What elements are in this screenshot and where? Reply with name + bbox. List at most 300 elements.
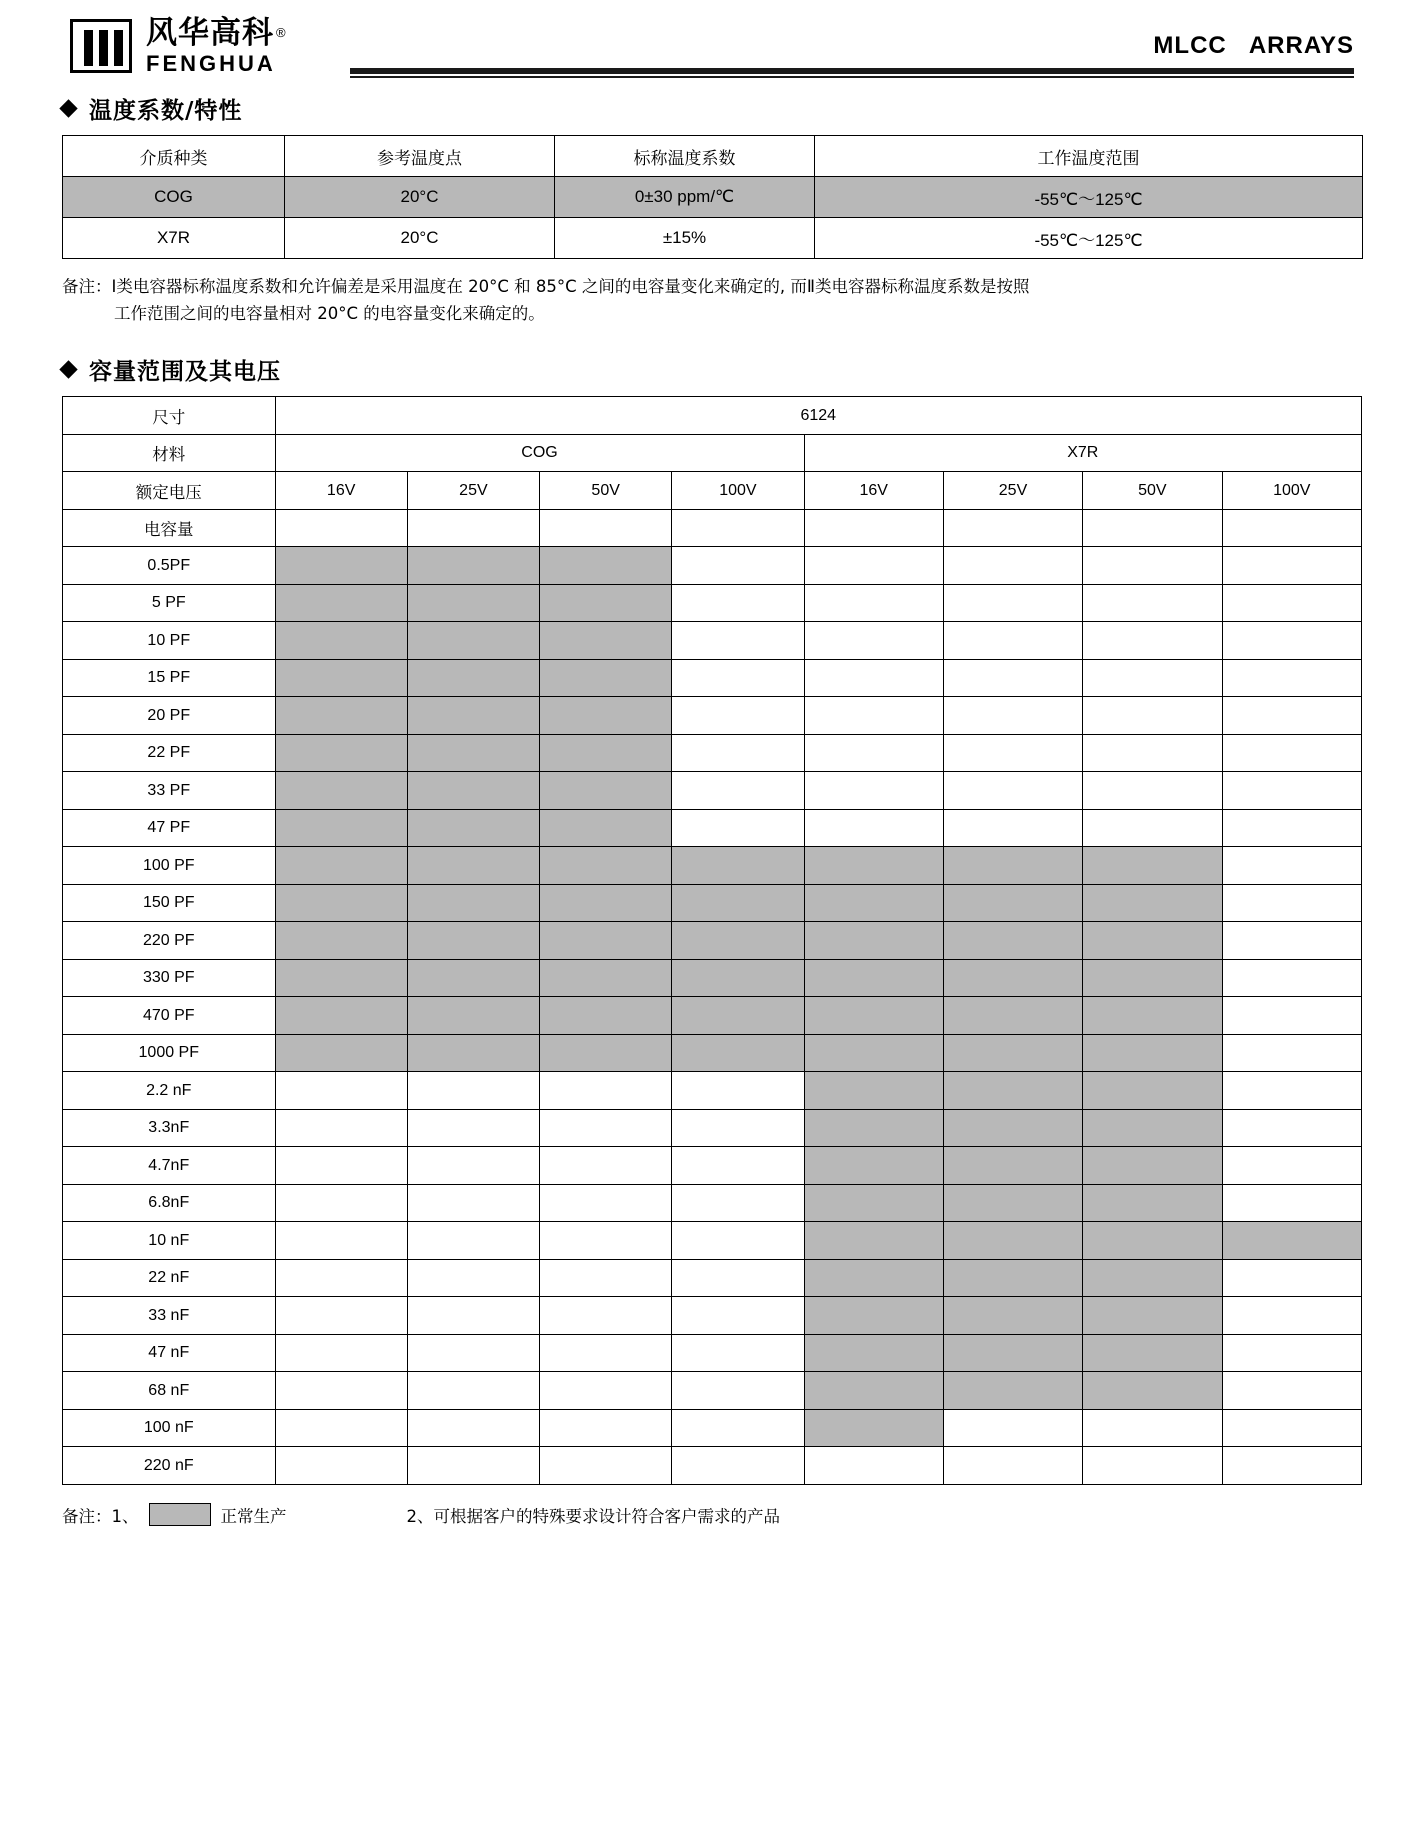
availability-cell-off <box>1083 584 1222 622</box>
availability-cell-off <box>943 659 1082 697</box>
section-heading-capacitance <box>62 353 1424 386</box>
capacitance-row <box>63 1259 1362 1297</box>
note-line-2: 工作范围之间的电容量相对 20°C 的电容量变化来确定的。 <box>114 304 545 324</box>
availability-cell-off <box>943 622 1082 660</box>
availability-cell-on <box>407 584 539 622</box>
capacitance-row <box>63 772 1362 810</box>
availability-cell-off <box>1222 1447 1361 1485</box>
availability-cell-off <box>943 697 1082 735</box>
availability-cell-on <box>804 1259 943 1297</box>
capacitance-row <box>63 997 1362 1035</box>
availability-cell-off <box>1222 772 1361 810</box>
availability-cell-on <box>1083 1109 1222 1147</box>
availability-cell-on <box>407 1034 539 1072</box>
availability-cell-off <box>672 809 804 847</box>
brand-text <box>146 17 286 75</box>
availability-cell-on <box>540 734 672 772</box>
empty-cell <box>1222 509 1361 547</box>
brand-name-cn: 风华高科 <box>146 15 274 52</box>
availability-cell-on <box>1083 997 1222 1035</box>
page-header <box>0 0 1424 92</box>
availability-cell-on <box>672 847 804 885</box>
availability-cell-off <box>275 1297 407 1335</box>
availability-cell-on <box>407 622 539 660</box>
availability-cell-on <box>1083 1297 1222 1335</box>
availability-cell-on <box>804 1372 943 1410</box>
table-cell: -55℃～125℃ <box>815 218 1363 259</box>
registered-mark: ® <box>276 24 286 40</box>
availability-cell-on <box>407 734 539 772</box>
availability-cell-on <box>804 959 943 997</box>
availability-cell-off <box>1083 697 1222 735</box>
material-row <box>63 434 1362 472</box>
column-header: 工作温度范围 <box>815 136 1363 177</box>
availability-cell-on <box>943 1109 1082 1147</box>
availability-cell-off <box>540 1184 672 1222</box>
availability-cell-off <box>804 734 943 772</box>
capacitance-row <box>63 547 1362 585</box>
availability-cell-on <box>804 1334 943 1372</box>
voltage-header: 100V <box>1222 472 1361 510</box>
availability-cell-off <box>407 1222 539 1260</box>
column-header: 参考温度点 <box>285 136 555 177</box>
capacitance-label: 100 PF <box>63 847 276 885</box>
capacitance-row <box>63 1297 1362 1335</box>
availability-cell-off <box>275 1109 407 1147</box>
capacitance-label: 68 nF <box>63 1372 276 1410</box>
availability-cell-off <box>1222 1259 1361 1297</box>
availability-cell-on <box>540 697 672 735</box>
availability-cell-off <box>540 1447 672 1485</box>
availability-cell-on <box>407 697 539 735</box>
availability-cell-on <box>1083 959 1222 997</box>
section2-title: 容量范围及其电压 <box>89 359 281 386</box>
availability-cell-on <box>275 997 407 1035</box>
capacitance-label: 150 PF <box>63 884 276 922</box>
capacitance-footnote <box>62 1503 1362 1527</box>
capacitance-row <box>63 1034 1362 1072</box>
availability-cell-on <box>804 1222 943 1260</box>
footnote-legend-label: 正常生产 <box>220 1506 287 1526</box>
section1-title: 温度系数/特性 <box>89 98 243 124</box>
availability-cell-on <box>275 734 407 772</box>
capacitance-label: 22 nF <box>63 1259 276 1297</box>
capacitance-label: 470 PF <box>63 997 276 1035</box>
availability-cell-off <box>1222 1184 1361 1222</box>
availability-cell-on <box>943 1334 1082 1372</box>
availability-cell-off <box>672 1222 804 1260</box>
capacitance-label: 6.8nF <box>63 1184 276 1222</box>
availability-cell-off <box>672 1409 804 1447</box>
availability-cell-on <box>407 959 539 997</box>
footnote-prefix: 备注：1、 <box>62 1506 139 1526</box>
availability-cell-off <box>1222 922 1361 960</box>
availability-cell-on <box>1083 1147 1222 1185</box>
capacitance-label: 0.5PF <box>63 547 276 585</box>
availability-cell-off <box>1083 734 1222 772</box>
availability-cell-on <box>407 809 539 847</box>
voltage-row <box>63 472 1362 510</box>
availability-cell-off <box>804 772 943 810</box>
availability-cell-off <box>407 1072 539 1110</box>
availability-cell-off <box>540 1334 672 1372</box>
material-x7r: X7R <box>804 434 1361 472</box>
capacitance-row <box>63 1334 1362 1372</box>
availability-cell-on <box>407 847 539 885</box>
availability-cell-off <box>943 1409 1082 1447</box>
availability-cell-off <box>407 1372 539 1410</box>
capacitance-row <box>63 959 1362 997</box>
table-cell: ±15% <box>555 218 815 259</box>
availability-cell-on <box>407 772 539 810</box>
capacitance-label: 220 nF <box>63 1447 276 1485</box>
availability-cell-off <box>1083 772 1222 810</box>
table-row <box>63 218 1363 259</box>
availability-cell-off <box>275 1147 407 1185</box>
availability-cell-off <box>540 1409 672 1447</box>
availability-cell-off <box>407 1334 539 1372</box>
capacitance-row <box>63 1447 1362 1485</box>
row-label-size: 尺寸 <box>63 397 276 435</box>
availability-cell-on <box>275 697 407 735</box>
availability-cell-off <box>1222 734 1361 772</box>
table-cell: X7R <box>63 218 285 259</box>
availability-cell-off <box>407 1447 539 1485</box>
voltage-header: 25V <box>943 472 1082 510</box>
fenghua-logo-icon <box>70 19 132 73</box>
availability-cell-on <box>943 922 1082 960</box>
availability-cell-on <box>407 884 539 922</box>
availability-cell-on <box>275 772 407 810</box>
availability-cell-off <box>672 622 804 660</box>
voltage-header: 16V <box>804 472 943 510</box>
availability-cell-off <box>804 622 943 660</box>
availability-cell-on <box>275 547 407 585</box>
availability-cell-off <box>275 1184 407 1222</box>
availability-cell-off <box>943 1447 1082 1485</box>
material-cog: COG <box>275 434 804 472</box>
availability-cell-off <box>943 547 1082 585</box>
availability-cell-off <box>540 1259 672 1297</box>
capacitance-label: 15 PF <box>63 659 276 697</box>
availability-cell-on <box>672 922 804 960</box>
availability-cell-on <box>1083 1372 1222 1410</box>
availability-cell-off <box>540 1222 672 1260</box>
capacitance-label: 47 PF <box>63 809 276 847</box>
availability-cell-on <box>540 922 672 960</box>
availability-cell-on <box>275 659 407 697</box>
availability-cell-on <box>804 1072 943 1110</box>
availability-cell-off <box>540 1147 672 1185</box>
availability-cell-on <box>1083 884 1222 922</box>
capacitance-label: 220 PF <box>63 922 276 960</box>
availability-cell-off <box>275 1334 407 1372</box>
availability-cell-off <box>672 1147 804 1185</box>
availability-cell-off <box>407 1297 539 1335</box>
capacitance-label: 1000 PF <box>63 1034 276 1072</box>
capacitance-row <box>63 1222 1362 1260</box>
capacitance-row <box>63 622 1362 660</box>
availability-cell-on <box>540 847 672 885</box>
section-heading-temperature <box>62 92 1424 125</box>
availability-cell-on <box>943 884 1082 922</box>
availability-cell-off <box>804 809 943 847</box>
diamond-bullet-icon <box>59 99 77 117</box>
availability-cell-off <box>407 1147 539 1185</box>
availability-cell-off <box>1222 997 1361 1035</box>
availability-cell-on <box>804 1034 943 1072</box>
empty-cell <box>672 509 804 547</box>
availability-cell-on <box>672 997 804 1035</box>
voltage-header: 100V <box>672 472 804 510</box>
capacitance-label: 33 PF <box>63 772 276 810</box>
availability-cell-off <box>804 547 943 585</box>
availability-cell-on <box>804 922 943 960</box>
brand-logo <box>70 17 286 75</box>
temperature-note <box>62 273 1362 327</box>
capacitance-label: 2.2 nF <box>63 1072 276 1110</box>
availability-cell-on <box>672 884 804 922</box>
availability-cell-on <box>943 847 1082 885</box>
table-row <box>63 177 1363 218</box>
availability-cell-off <box>1083 1409 1222 1447</box>
availability-cell-on <box>672 959 804 997</box>
availability-cell-off <box>275 1447 407 1485</box>
availability-cell-off <box>943 809 1082 847</box>
availability-cell-off <box>1083 659 1222 697</box>
availability-cell-off <box>275 1409 407 1447</box>
availability-cell-off <box>672 697 804 735</box>
capacitance-range-table <box>62 396 1362 1485</box>
availability-cell-on <box>540 1034 672 1072</box>
availability-cell-on <box>407 997 539 1035</box>
capacitance-header-row <box>63 509 1362 547</box>
availability-cell-on <box>540 884 672 922</box>
capacitance-row <box>63 734 1362 772</box>
availability-cell-on <box>1222 1222 1361 1260</box>
availability-cell-on <box>540 622 672 660</box>
capacitance-row <box>63 1072 1362 1110</box>
availability-cell-on <box>804 1297 943 1335</box>
availability-cell-off <box>1222 959 1361 997</box>
availability-cell-on <box>407 547 539 585</box>
table-cell: COG <box>63 177 285 218</box>
capacitance-label: 47 nF <box>63 1334 276 1372</box>
availability-cell-on <box>804 847 943 885</box>
availability-cell-off <box>672 1372 804 1410</box>
availability-cell-off <box>1222 1334 1361 1372</box>
availability-cell-on <box>407 659 539 697</box>
capacitance-label: 5 PF <box>63 584 276 622</box>
availability-cell-on <box>943 1222 1082 1260</box>
availability-cell-off <box>672 772 804 810</box>
voltage-header: 50V <box>540 472 672 510</box>
availability-cell-off <box>1222 1372 1361 1410</box>
voltage-header: 25V <box>407 472 539 510</box>
availability-cell-off <box>672 584 804 622</box>
availability-cell-on <box>275 1034 407 1072</box>
availability-cell-off <box>1222 697 1361 735</box>
availability-cell-off <box>672 1109 804 1147</box>
availability-cell-off <box>540 1072 672 1110</box>
capacitance-label: 4.7nF <box>63 1147 276 1185</box>
availability-cell-off <box>804 1447 943 1485</box>
capacitance-row <box>63 1147 1362 1185</box>
brand-name-en: FENGHUA <box>146 50 276 76</box>
capacitance-label: 3.3nF <box>63 1109 276 1147</box>
size-value: 6124 <box>275 397 1361 435</box>
row-label-capacitance: 电容量 <box>63 509 276 547</box>
availability-cell-on <box>1083 847 1222 885</box>
availability-cell-on <box>804 1109 943 1147</box>
empty-cell <box>540 509 672 547</box>
availability-cell-off <box>672 1259 804 1297</box>
availability-cell-off <box>275 1072 407 1110</box>
availability-cell-off <box>1222 1034 1361 1072</box>
availability-cell-on <box>1083 1184 1222 1222</box>
availability-cell-off <box>1222 1297 1361 1335</box>
availability-cell-on <box>804 1147 943 1185</box>
capacitance-row <box>63 922 1362 960</box>
availability-cell-off <box>540 1297 672 1335</box>
availability-cell-on <box>943 1297 1082 1335</box>
availability-cell-on <box>540 809 672 847</box>
availability-cell-off <box>275 1372 407 1410</box>
empty-cell <box>275 509 407 547</box>
availability-cell-off <box>275 1259 407 1297</box>
capacitance-label: 330 PF <box>63 959 276 997</box>
size-row <box>63 397 1362 435</box>
availability-cell-on <box>275 959 407 997</box>
availability-cell-off <box>540 1372 672 1410</box>
capacitance-row <box>63 584 1362 622</box>
availability-cell-on <box>1083 1259 1222 1297</box>
availability-cell-on <box>275 584 407 622</box>
capacitance-row <box>63 847 1362 885</box>
capacitance-row <box>63 659 1362 697</box>
table-cell: 0±30 ppm/℃ <box>555 177 815 218</box>
availability-cell-on <box>540 959 672 997</box>
availability-cell-on <box>275 809 407 847</box>
availability-cell-off <box>943 584 1082 622</box>
availability-cell-off <box>672 659 804 697</box>
availability-cell-off <box>1222 1072 1361 1110</box>
availability-cell-on <box>540 772 672 810</box>
capacitance-label: 10 PF <box>63 622 276 660</box>
availability-cell-off <box>407 1184 539 1222</box>
availability-cell-on <box>1083 1072 1222 1110</box>
voltage-header: 50V <box>1083 472 1222 510</box>
availability-cell-on <box>804 884 943 922</box>
availability-cell-off <box>1222 622 1361 660</box>
availability-cell-off <box>1083 622 1222 660</box>
availability-cell-off <box>672 1447 804 1485</box>
column-header: 标称温度系数 <box>555 136 815 177</box>
empty-cell <box>407 509 539 547</box>
availability-cell-on <box>1083 1334 1222 1372</box>
note-line-1: 备注：Ⅰ类电容器标称温度系数和允许偏差是采用温度在 20°C 和 85°C 之间的电容量变化来确定的, 而Ⅱ类电容器标称温度系数是按照 <box>62 277 1030 296</box>
table-cell: -55℃～125℃ <box>815 177 1363 218</box>
page-title: MLCC ARRAYS <box>1153 32 1354 59</box>
empty-cell <box>943 509 1082 547</box>
availability-cell-on <box>540 659 672 697</box>
table-cell: 20°C <box>285 177 555 218</box>
capacitance-row <box>63 1109 1362 1147</box>
table-cell: 20°C <box>285 218 555 259</box>
header-divider <box>350 68 1354 78</box>
availability-cell-off <box>943 734 1082 772</box>
availability-cell-on <box>275 884 407 922</box>
capacitance-row <box>63 1409 1362 1447</box>
empty-cell <box>804 509 943 547</box>
table-header-row <box>63 136 1363 177</box>
row-label-material: 材料 <box>63 434 276 472</box>
capacitance-label: 22 PF <box>63 734 276 772</box>
capacitance-row <box>63 884 1362 922</box>
availability-cell-on <box>275 847 407 885</box>
availability-cell-off <box>1222 847 1361 885</box>
availability-cell-off <box>672 1334 804 1372</box>
availability-cell-off <box>672 734 804 772</box>
availability-cell-off <box>1222 884 1361 922</box>
availability-cell-on <box>943 1147 1082 1185</box>
availability-cell-on <box>804 1409 943 1447</box>
availability-cell-off <box>1222 809 1361 847</box>
availability-cell-on <box>1083 1222 1222 1260</box>
empty-cell <box>1083 509 1222 547</box>
availability-cell-on <box>1083 922 1222 960</box>
availability-cell-off <box>275 1222 407 1260</box>
availability-cell-on <box>943 959 1082 997</box>
availability-cell-on <box>943 1372 1082 1410</box>
availability-cell-on <box>943 1184 1082 1222</box>
availability-cell-off <box>407 1259 539 1297</box>
availability-cell-off <box>672 1072 804 1110</box>
availability-cell-off <box>804 584 943 622</box>
availability-cell-on <box>540 584 672 622</box>
footnote-second-label: 2、可根据客户的特殊要求设计符合客户需求的产品 <box>406 1506 780 1526</box>
availability-cell-off <box>1222 1409 1361 1447</box>
availability-cell-off <box>1083 547 1222 585</box>
availability-cell-off <box>540 1109 672 1147</box>
capacitance-label: 100 nF <box>63 1409 276 1447</box>
availability-cell-on <box>1083 1034 1222 1072</box>
availability-cell-off <box>1222 1109 1361 1147</box>
capacitance-label: 20 PF <box>63 697 276 735</box>
availability-cell-on <box>540 547 672 585</box>
capacitance-label: 33 nF <box>63 1297 276 1335</box>
availability-cell-on <box>943 997 1082 1035</box>
availability-cell-off <box>407 1409 539 1447</box>
availability-cell-on <box>275 922 407 960</box>
availability-cell-on <box>943 1072 1082 1110</box>
diamond-bullet-icon <box>59 361 77 379</box>
availability-cell-on <box>943 1034 1082 1072</box>
capacitance-label: 10 nF <box>63 1222 276 1260</box>
availability-cell-on <box>943 1259 1082 1297</box>
availability-cell-on <box>672 1034 804 1072</box>
availability-cell-off <box>804 659 943 697</box>
availability-cell-off <box>1222 659 1361 697</box>
availability-cell-on <box>804 1184 943 1222</box>
availability-cell-off <box>672 1184 804 1222</box>
voltage-header: 16V <box>275 472 407 510</box>
availability-cell-on <box>804 997 943 1035</box>
availability-cell-off <box>1083 1447 1222 1485</box>
availability-cell-off <box>672 547 804 585</box>
availability-cell-off <box>1222 547 1361 585</box>
availability-cell-off <box>943 772 1082 810</box>
